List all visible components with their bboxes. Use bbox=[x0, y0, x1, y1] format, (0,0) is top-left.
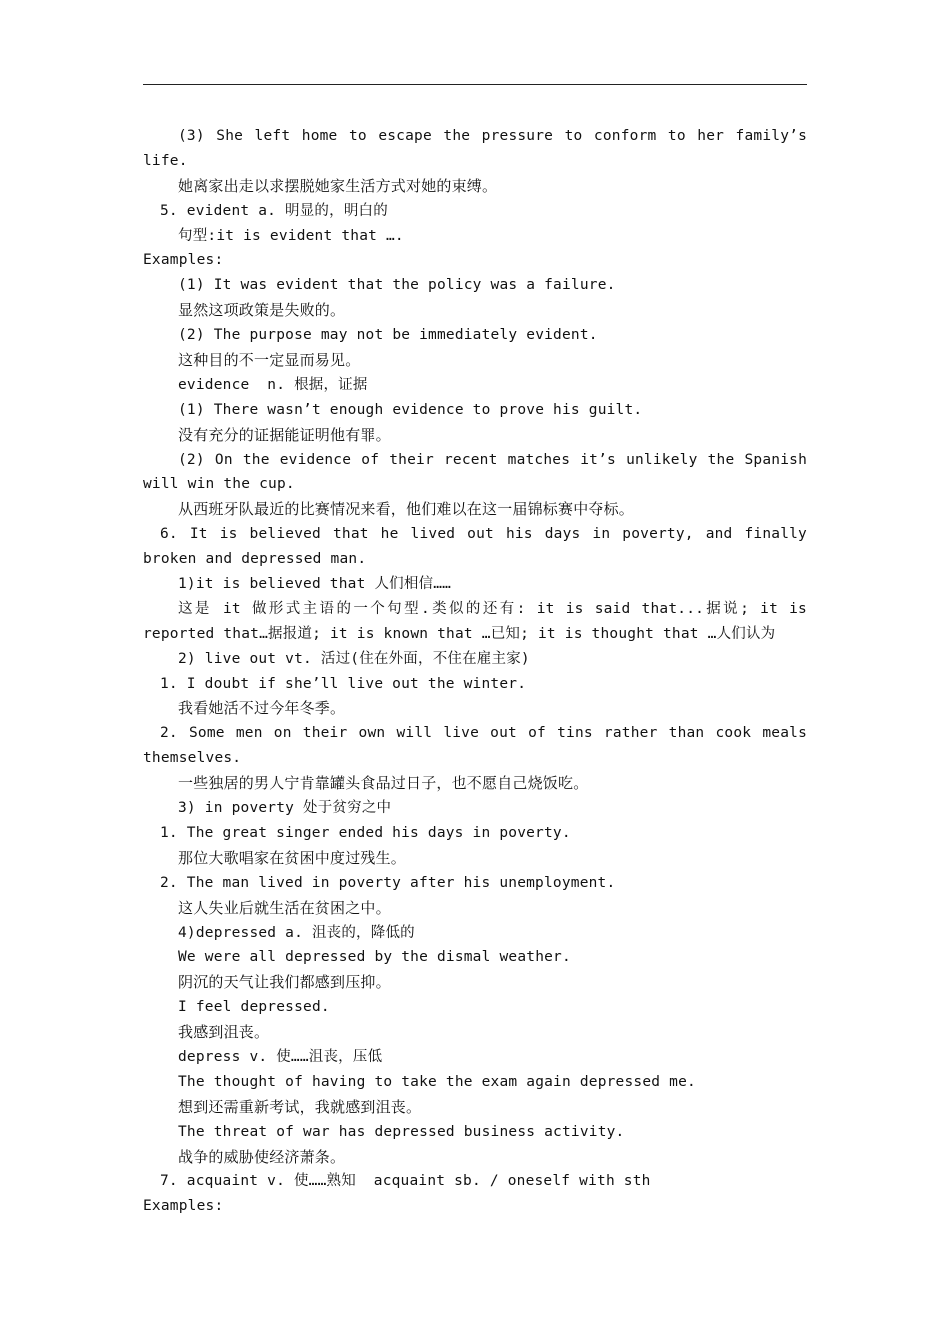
text-line: 一些独居的男人宁肯靠罐头食品过日子，也不愿自己烧饭吃。 bbox=[178, 774, 589, 793]
text-line: 那位大歌唱家在贫困中度过残生。 bbox=[178, 848, 407, 867]
text-line: 5. evident a. 明显的，明白的 bbox=[160, 202, 388, 219]
text-line: (1) There wasn’t enough evidence to prove his guilt. bbox=[178, 401, 643, 418]
text-line: 4)depressed a. 沮丧的，降低的 bbox=[178, 924, 415, 941]
text-line: 想到还需重新考试，我就感到沮丧。 bbox=[178, 1097, 422, 1116]
text-line: depress v. 使……沮丧，压低 bbox=[178, 1048, 383, 1065]
text-line: 显然这项政策是失败的。 bbox=[178, 301, 346, 320]
text-line: (2) On the evidence of their recent matches it’s unlikely the Spanish bbox=[178, 451, 807, 468]
text-line: 7. acquaint v. 使……熟知 acquaint sb. / oneself with sth bbox=[160, 1173, 651, 1190]
text-line: 她离家出走以求摆脱她家生活方式对她的束缚。 bbox=[178, 176, 498, 195]
text-line: 我看她活不过今年冬季。 bbox=[178, 699, 346, 718]
header-rule bbox=[143, 84, 807, 85]
text-line: I feel depressed. bbox=[178, 999, 330, 1016]
text-line: life. bbox=[143, 152, 188, 169]
text-line: 阴沉的天气让我们都感到压抑。 bbox=[178, 973, 391, 992]
text-line: 句型:it is evident that …. bbox=[178, 227, 404, 244]
text-line: evidence n. 根据，证据 bbox=[178, 376, 368, 393]
text-line: 1. The great singer ended his days in poverty. bbox=[160, 824, 571, 841]
text-line: 没有充分的证据能证明他有罪。 bbox=[178, 425, 391, 444]
text-line: Examples: bbox=[143, 1198, 224, 1215]
text-line: 1. I doubt if she’ll live out the winter. bbox=[160, 675, 527, 692]
text-line: We were all depressed by the dismal weather. bbox=[178, 949, 571, 966]
text-line: 1)it is believed that 人们相信…… bbox=[178, 576, 452, 593]
text-line: reported that…据报道; it is known that …已知; it is thought that …人们认为 bbox=[143, 625, 776, 642]
text-line: 这是 it 做形式主语的一个句型.类似的还有: it is said that...据说; it is bbox=[178, 600, 807, 617]
text-line: 2. Some men on their own will live out of tins rather than cook meals bbox=[160, 725, 807, 742]
text-line: The threat of war has depressed business activity. bbox=[178, 1123, 625, 1140]
document-body bbox=[143, 124, 807, 1219]
text-line: 这种目的不一定显而易见。 bbox=[178, 351, 361, 370]
text-line: Examples: bbox=[143, 252, 224, 269]
text-line: (2) The purpose may not be immediately evident. bbox=[178, 327, 598, 344]
text-line: (1) It was evident that the policy was a failure. bbox=[178, 277, 616, 294]
text-line: 这人失业后就生活在贫困之中。 bbox=[178, 898, 391, 917]
text-line: 从西班牙队最近的比赛情况来看，他们难以在这一届锦标赛中夺标。 bbox=[178, 500, 635, 519]
text-line: The thought of having to take the exam again depressed me. bbox=[178, 1073, 696, 1090]
text-line: broken and depressed man. bbox=[143, 551, 367, 568]
text-line: 我感到沮丧。 bbox=[178, 1023, 270, 1042]
text-line: 战争的威胁使经济萧条。 bbox=[178, 1147, 346, 1166]
text-line: 6. It is believed that he lived out his days in poverty, and finally bbox=[160, 526, 807, 543]
text-line: (3) She left home to escape the pressure to conform to her family’s bbox=[178, 128, 807, 144]
text-line: will win the cup. bbox=[143, 476, 295, 493]
text-line: 2. The man lived in poverty after his unemployment. bbox=[160, 874, 616, 891]
text-line: themselves. bbox=[143, 750, 242, 767]
text-line: 3) in poverty 处于贫穷之中 bbox=[178, 800, 392, 817]
text-line: 2) live out vt. 活过(住在外面，不住在雇主家) bbox=[178, 650, 530, 667]
